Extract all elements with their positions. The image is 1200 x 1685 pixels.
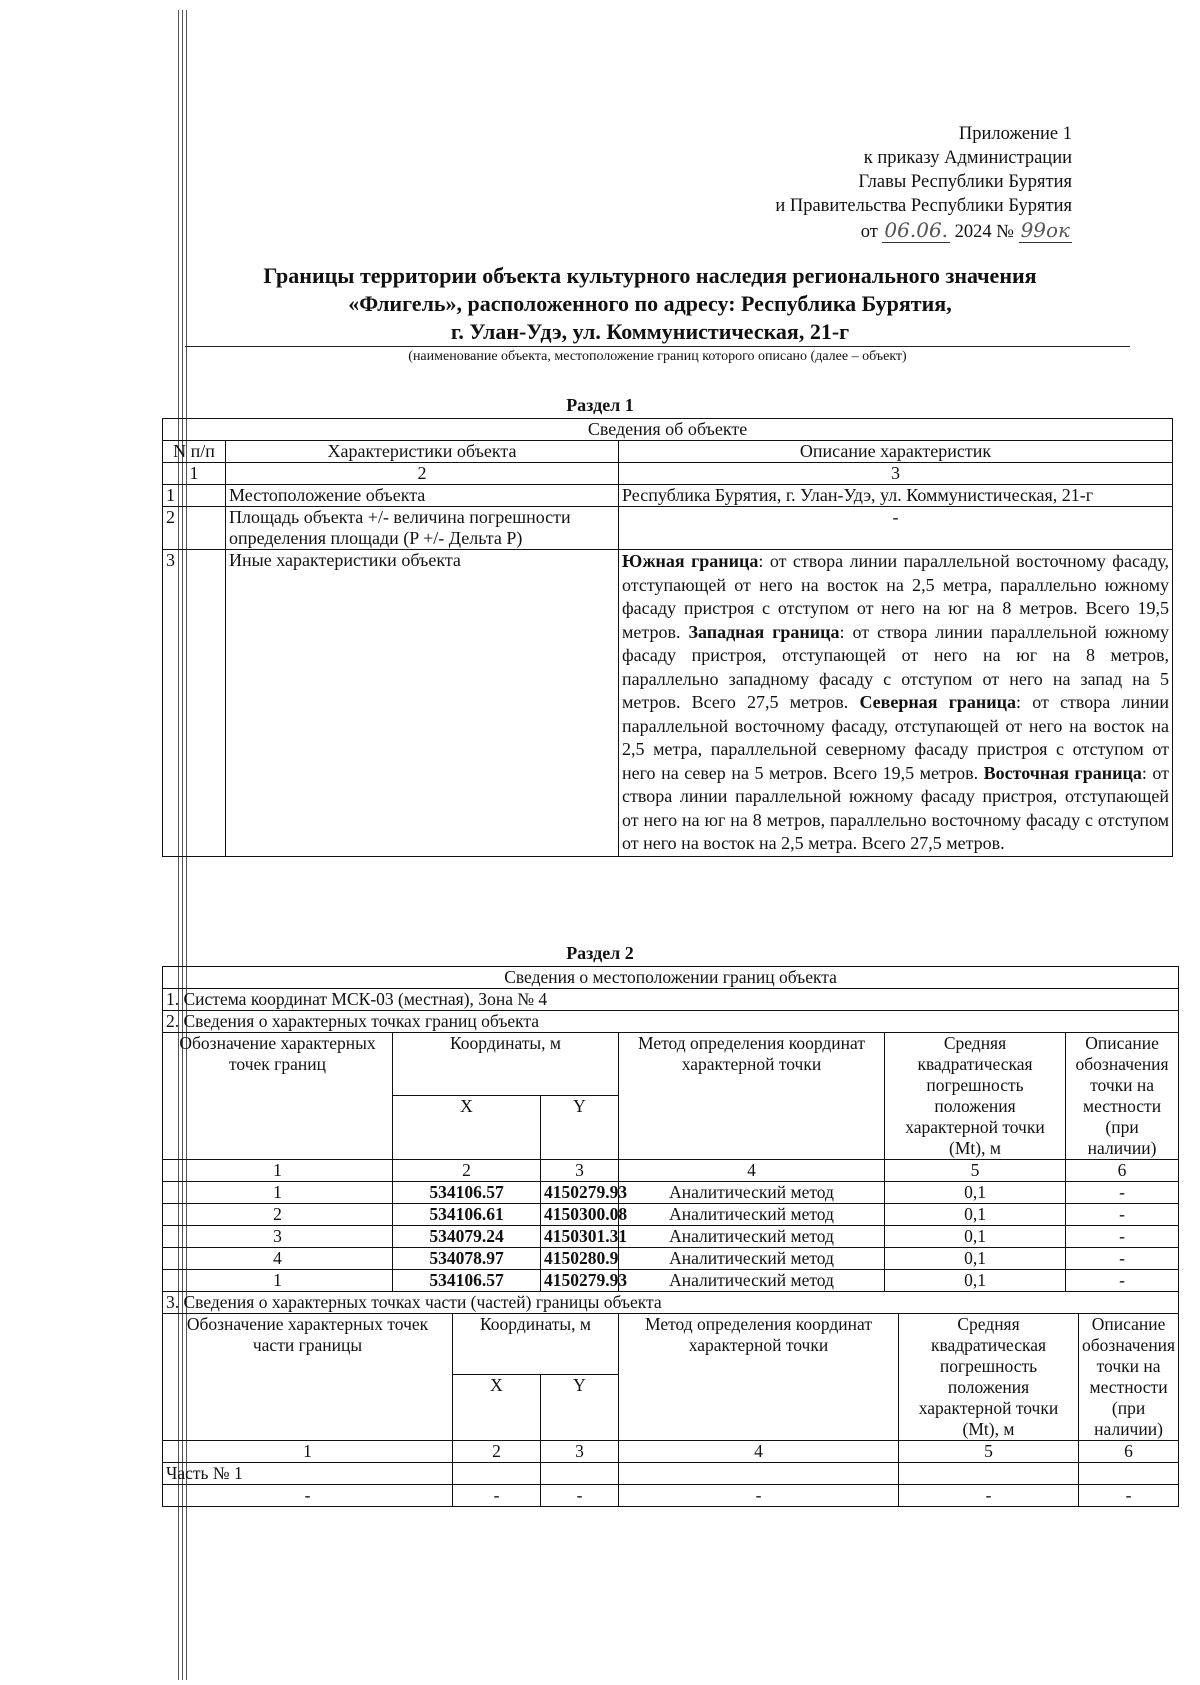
point-id: 2 — [163, 1204, 393, 1226]
row-number: 2 — [163, 507, 226, 550]
column-number: 1 — [163, 463, 226, 485]
point-method: Аналитический метод — [619, 1248, 885, 1270]
point-id: 3 — [163, 1226, 393, 1248]
point-mt: 0,1 — [885, 1248, 1066, 1270]
part-cell: - — [619, 1485, 899, 1507]
point-y: 4150279.93 — [541, 1270, 619, 1292]
date-prefix: от — [860, 222, 878, 242]
part-cell: - — [1079, 1485, 1179, 1507]
column-header: Y — [541, 1096, 619, 1160]
point-method: Аналитический метод — [619, 1226, 885, 1248]
table-row — [163, 1292, 1179, 1314]
title-caption: (наименование объекта, местоположение границ которого описано (далее – объект) — [408, 349, 907, 364]
column-number: 4 — [619, 1441, 899, 1463]
table-row — [163, 1248, 1179, 1270]
point-y: 4150280.9 — [541, 1248, 619, 1270]
table-row — [163, 1314, 1179, 1375]
column-number: 6 — [1079, 1441, 1179, 1463]
east-boundary-text: : от створа линии параллельной южному фасаду пристроя, отступающей от него на юг на 8 метров, параллельно восточному фасаду с отступом от него на восток на 2,5 метра. Всего 27,5 метров. — [622, 762, 1170, 853]
title-line: Границы территории объекта культурного наследия регионального значения — [263, 263, 1037, 288]
column-number: 3 — [619, 463, 1173, 485]
column-number: 2 — [226, 463, 619, 485]
column-header: X — [393, 1096, 541, 1160]
part-label: Часть № 1 — [163, 1463, 453, 1485]
boundary-description — [619, 550, 1173, 857]
point-mt: 0,1 — [885, 1270, 1066, 1292]
characteristic-value: - — [619, 507, 1173, 550]
point-mt: 0,1 — [885, 1204, 1066, 1226]
order-date-line — [775, 218, 1072, 244]
south-boundary-text: : от створа линии параллельной восточному фасаду, отступающей от него на восток на 2,5 метра, параллельно южному фасаду пристроя с отступом от него на юг на 8 метров. Всего 19,5 метров. — [622, 551, 1170, 642]
part-cell: - — [899, 1485, 1079, 1507]
table-row — [163, 1270, 1179, 1292]
point-id: 1 — [163, 1270, 393, 1292]
column-number: 3 — [541, 1160, 619, 1182]
part-cell: - — [541, 1485, 619, 1507]
point-id: 4 — [163, 1248, 393, 1270]
point-mt: 0,1 — [885, 1182, 1066, 1204]
point-y: 4150300.08 — [541, 1204, 619, 1226]
point-x: 534079.24 — [393, 1226, 541, 1248]
appendix-line: к приказу Администрации — [863, 148, 1072, 168]
table-row — [163, 419, 1173, 441]
handwritten-date: 06.06. — [884, 218, 949, 242]
south-boundary-label: Южная граница — [622, 551, 759, 571]
column-header: N п/п — [163, 441, 226, 463]
table-title: Сведения о местоположении границ объекта — [163, 967, 1179, 989]
point-x: 534106.57 — [393, 1270, 541, 1292]
points-subtitle: 2. Сведения о характерных точках границ объекта — [163, 1011, 1179, 1033]
column-number: 4 — [619, 1160, 885, 1182]
column-header: Обозначение характерных точек части границы — [163, 1314, 453, 1441]
row-number: 3 — [163, 550, 226, 857]
east-boundary-label: Восточная граница — [983, 762, 1142, 783]
part-cell: - — [453, 1485, 541, 1507]
table-row — [163, 441, 1173, 463]
characteristic-value: Республика Бурятия, г. Улан-Удэ, ул. Коммунистическая, 21-г — [619, 485, 1173, 507]
column-header: Y — [541, 1375, 619, 1441]
coordinate-system: 1. Система координат МСК-03 (местная), Зона № 4 — [163, 989, 1179, 1011]
column-header: Средняя квадратическая погрешность положения характерной точки (Mt), м — [899, 1314, 1079, 1441]
row-number: 1 — [163, 485, 226, 507]
point-method: Аналитический метод — [619, 1204, 885, 1226]
point-desc: - — [1066, 1226, 1179, 1248]
west-boundary-text: : от створа линии параллельной южному фасаду пристроя, отступающей от него на юг на 8 метров, параллельно западному фасаду с отступом от него на запад на 5 метров. Всего 27,5 метров. — [622, 621, 1170, 712]
point-desc: - — [1066, 1270, 1179, 1292]
point-id: 1 — [163, 1182, 393, 1204]
empty-cell — [541, 1463, 619, 1485]
column-header: X — [453, 1375, 541, 1441]
title-underline — [185, 346, 1130, 347]
empty-cell — [453, 1463, 541, 1485]
point-x: 534078.97 — [393, 1248, 541, 1270]
point-y: 4150301.31 — [541, 1226, 619, 1248]
characteristic-name: Иные характеристики объекта — [226, 550, 619, 857]
column-header: Координаты, м — [393, 1033, 619, 1096]
table-row — [163, 1182, 1179, 1204]
empty-cell — [899, 1463, 1079, 1485]
part-cell: - — [163, 1485, 453, 1507]
column-header: Координаты, м — [453, 1314, 619, 1375]
point-method: Аналитический метод — [619, 1270, 885, 1292]
table-row — [163, 507, 1173, 550]
table-row — [163, 463, 1173, 485]
title-line: «Флигель», расположенного по адресу: Республика Бурятия, — [348, 291, 952, 316]
parts-subtitle: 3. Сведения о характерных точках части (частей) границы объекта — [163, 1292, 1179, 1314]
column-header: Метод определения координат характерной точки — [619, 1033, 885, 1160]
column-header: Характеристики объекта — [226, 441, 619, 463]
document-title — [190, 262, 1110, 346]
table-title: Сведения об объекте — [163, 419, 1173, 441]
point-x: 534106.57 — [393, 1182, 541, 1204]
appendix-line: и Правительства Республики Бурятия — [775, 196, 1072, 216]
point-desc: - — [1066, 1182, 1179, 1204]
column-number: 2 — [393, 1160, 541, 1182]
north-boundary-label: Северная граница — [859, 692, 1016, 712]
table-row — [163, 550, 1173, 857]
title-line: г. Улан-Удэ, ул. Коммунистическая, 21-г — [450, 319, 850, 344]
table-row — [163, 1011, 1179, 1033]
point-x: 534106.61 — [393, 1204, 541, 1226]
table-row — [163, 1160, 1179, 1182]
date-year: 2024 № — [954, 222, 1014, 242]
column-number: 3 — [541, 1441, 619, 1463]
point-y: 4150279.93 — [541, 1182, 619, 1204]
appendix-line: Приложение 1 — [958, 124, 1072, 144]
point-mt: 0,1 — [885, 1226, 1066, 1248]
empty-cell — [1079, 1463, 1179, 1485]
table-row — [163, 1226, 1179, 1248]
characteristic-name: Местоположение объекта — [226, 485, 619, 507]
column-header: Описание характеристик — [619, 441, 1173, 463]
handwritten-number: 99ок — [1020, 218, 1070, 242]
column-number: 5 — [899, 1441, 1079, 1463]
column-number: 6 — [1066, 1160, 1179, 1182]
column-number: 5 — [885, 1160, 1066, 1182]
column-number: 1 — [163, 1160, 393, 1182]
section1-heading: Раздел 1 — [566, 395, 634, 415]
table-row — [163, 1441, 1179, 1463]
appendix-line: Главы Республики Бурятия — [858, 172, 1072, 192]
column-number: 2 — [453, 1441, 541, 1463]
table-row — [163, 1204, 1179, 1226]
point-method: Аналитический метод — [619, 1182, 885, 1204]
boundary-location-table — [162, 966, 1179, 1507]
table-row — [163, 989, 1179, 1011]
column-header: Обозначение характерных точек границ — [163, 1033, 393, 1160]
column-header: Описание обозначения точки на местности (при наличии) — [1066, 1033, 1179, 1160]
table-row — [163, 1033, 1179, 1096]
column-header: Средняя квадратическая погрешность положения характерной точки (Mt), м — [885, 1033, 1066, 1160]
appendix-block — [775, 122, 1072, 244]
characteristic-name: Площадь объекта +/- величина погрешности определения площади (P +/- Дельта P) — [226, 507, 619, 550]
table-row — [163, 967, 1179, 989]
point-desc: - — [1066, 1204, 1179, 1226]
table-row — [163, 1463, 1179, 1485]
column-header: Описание обозначения точки на местности (при наличии) — [1079, 1314, 1179, 1441]
table-row — [163, 1485, 1179, 1507]
empty-cell — [619, 1463, 899, 1485]
section2-heading: Раздел 2 — [566, 943, 634, 963]
north-boundary-text: : от створа линии параллельной восточному фасаду, отступающей от него на восток на 2,5 метра, параллельной северному фасаду пристроя с отступом от него на север на 5 метров. Всего 19,5 метров. — [622, 692, 1170, 783]
west-boundary-label: Западная граница — [688, 621, 840, 642]
column-number: 1 — [163, 1441, 453, 1463]
point-desc: - — [1066, 1248, 1179, 1270]
object-info-table — [162, 418, 1173, 857]
table-row — [163, 485, 1173, 507]
column-header: Метод определения координат характерной точки — [619, 1314, 899, 1441]
